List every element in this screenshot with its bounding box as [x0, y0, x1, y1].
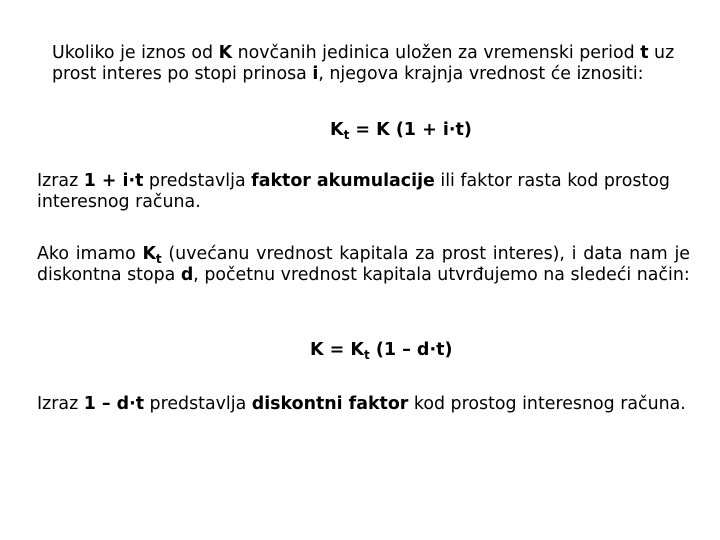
- accumulation-factor-paragraph: [37, 171, 687, 213]
- text-segment: ili faktor rasta kod prostog interesnog računa.: [37, 171, 670, 212]
- text-segment: Izraz: [37, 171, 84, 191]
- formula-rest: (1 – d·t): [369, 340, 453, 360]
- text-segment: uz prost interes po stopi prinosa: [52, 43, 675, 84]
- formula-discount: [310, 340, 452, 361]
- subscript-t: t: [155, 252, 162, 266]
- bold-expression: 1 – d·t: [83, 394, 145, 414]
- text-segment: novčanih jedinica uložen za vremenski period: [232, 43, 641, 63]
- formula-subscript: t: [363, 348, 370, 362]
- discount-paragraph: [37, 244, 690, 286]
- bold-term-i: i: [312, 64, 319, 84]
- text-segment: Ukoliko je iznos od: [52, 43, 219, 63]
- text-segment: kod prostog interesnog računa.: [408, 394, 686, 414]
- text-segment: Ako imamo: [37, 244, 143, 264]
- bold-term-diskontni-faktor: diskontni faktor: [251, 394, 409, 414]
- text-segment: , njegova krajnja vrednost će iznositi:: [318, 64, 644, 84]
- text-segment: Izraz: [37, 394, 84, 414]
- formula-rest: = K (1 + i·t): [349, 120, 472, 140]
- bold-term-t: t: [640, 43, 649, 63]
- text-segment: , početnu vrednost kapitala utvrđujemo na sledeći način:: [193, 265, 690, 285]
- text-segment: (uvećanu vrednost kapitala za prost interes), i data nam je diskontna stopa: [37, 244, 690, 285]
- bold-expression: 1 + i·t: [83, 171, 144, 191]
- bold-term-d: d: [180, 265, 194, 285]
- formula-k: K: [330, 120, 344, 140]
- formula-accumulation: [330, 120, 472, 141]
- intro-paragraph: [52, 43, 692, 85]
- text-segment: predstavlja: [143, 171, 252, 191]
- formula-subscript: t: [343, 128, 350, 142]
- bold-term-faktor-akumulacije: faktor akumulacije: [251, 171, 435, 191]
- bold-term-kt: K: [142, 244, 156, 264]
- bold-term-k: K: [218, 43, 233, 63]
- formula-lhs: K = K: [310, 340, 364, 360]
- discount-factor-paragraph: [37, 394, 707, 415]
- text-segment: predstavlja: [144, 394, 252, 414]
